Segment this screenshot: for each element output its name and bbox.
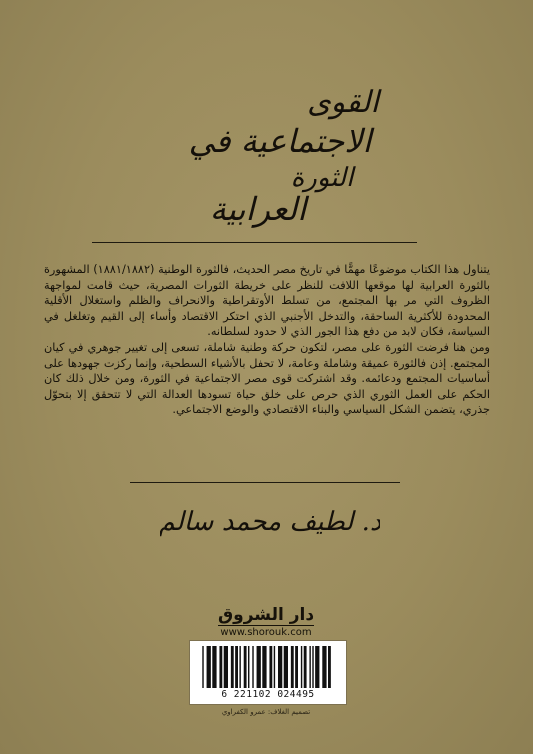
divider-bottom bbox=[130, 482, 400, 483]
barcode-bar bbox=[244, 646, 247, 688]
publisher-underline bbox=[218, 625, 314, 626]
barcode-bar bbox=[284, 646, 288, 688]
barcode-bar bbox=[262, 646, 266, 688]
barcode-bar bbox=[257, 646, 261, 688]
publisher-url: www.shorouk.com bbox=[220, 627, 312, 638]
title-line-2: الاجتماعية في bbox=[188, 122, 372, 160]
cover-design-credit: تصميم الغلاف: عمرو الكفراوي bbox=[221, 708, 311, 716]
author-name: د. لطيف محمد سالم bbox=[160, 507, 380, 537]
barcode-bar bbox=[202, 646, 203, 688]
barcode-bar bbox=[239, 646, 240, 688]
title-line-3: الثورة bbox=[290, 163, 354, 193]
barcode-bar bbox=[219, 646, 222, 688]
barcode-bar bbox=[301, 646, 302, 688]
barcode-bar bbox=[231, 646, 234, 688]
barcode-bar bbox=[212, 646, 216, 688]
barcode-bar bbox=[248, 646, 249, 688]
barcode-bar bbox=[309, 646, 310, 688]
blurb-paragraph-2: ومن هنا فرضت الثورة على مصر، لتكون حركة وطنية شاملة، تسعى إلى تغيير جوهري في كيان المجتمع. إذن فالثورة عميقة وشاملة وعامة، لا تحفل بالأشياء السطحية، وإنما ركزت جهودها على أساسيات المجتمع ودعائمه. وقد اشتركت قوى مصر الاجتماعية في الثورة، ومن خلال ذلك كان الحكم على العمل الثوري الذي حرص على خلق حياة تسودها العدالة التي لا تتحقق إلا بتحوّل جذري، يتضمن الشكل السياسي والبناء الاقتصادي والوضع الاجتماعي. bbox=[44, 340, 490, 417]
publisher-name: دار الشروق bbox=[217, 605, 315, 625]
blurb-text bbox=[44, 262, 490, 418]
title-calligraphy bbox=[140, 78, 400, 238]
title-line-4: العرابية bbox=[209, 190, 307, 228]
barcode-bar bbox=[328, 646, 331, 688]
author-signature bbox=[160, 496, 380, 548]
barcode-bar bbox=[235, 646, 238, 688]
blurb-paragraph-1: يتناول هذا الكتاب موضوعًا مهمًّا في تاريخ مصر الحديث، فالثورة الوطنية (١٨٨١/١٨٨٢) المشهورة بالثورة العرابية لها موقعها اللافت للنظر على خريطة الثورات المصرية، حيث قامت لمواجهة الظروف التي مر بها المجتمع، من تسلط الأوتقراطية والانحراف والظلم واستغلال الأقلية المحدودة للأكثرية الساحقة، والتدخل الأجنبي الذي احتكر الاقتصاد وأساء إلى القيم وتغلغل في السياسة، فكان لابد من دفع هذا الجور الذي لا حدود لسلطانه. bbox=[44, 263, 490, 339]
barcode-bars bbox=[198, 646, 338, 688]
barcode-bar bbox=[295, 646, 298, 688]
barcode-bar bbox=[269, 646, 272, 688]
isbn-barcode bbox=[189, 640, 347, 705]
barcode-bar bbox=[291, 646, 294, 688]
title-line-1: القوى bbox=[307, 85, 379, 120]
divider-top bbox=[92, 242, 417, 243]
barcode-number: 6 221102 024495 bbox=[221, 689, 315, 700]
barcode-bar bbox=[304, 646, 307, 688]
barcode-bar bbox=[207, 646, 211, 688]
barcode-bar bbox=[252, 646, 253, 688]
publisher-logo bbox=[196, 606, 336, 638]
barcode-bar bbox=[224, 646, 228, 688]
barcode-bar bbox=[322, 646, 326, 688]
barcode-bar bbox=[315, 646, 319, 688]
barcode-bar bbox=[278, 646, 282, 688]
barcode-bar bbox=[312, 646, 313, 688]
barcode-bar bbox=[274, 646, 275, 688]
